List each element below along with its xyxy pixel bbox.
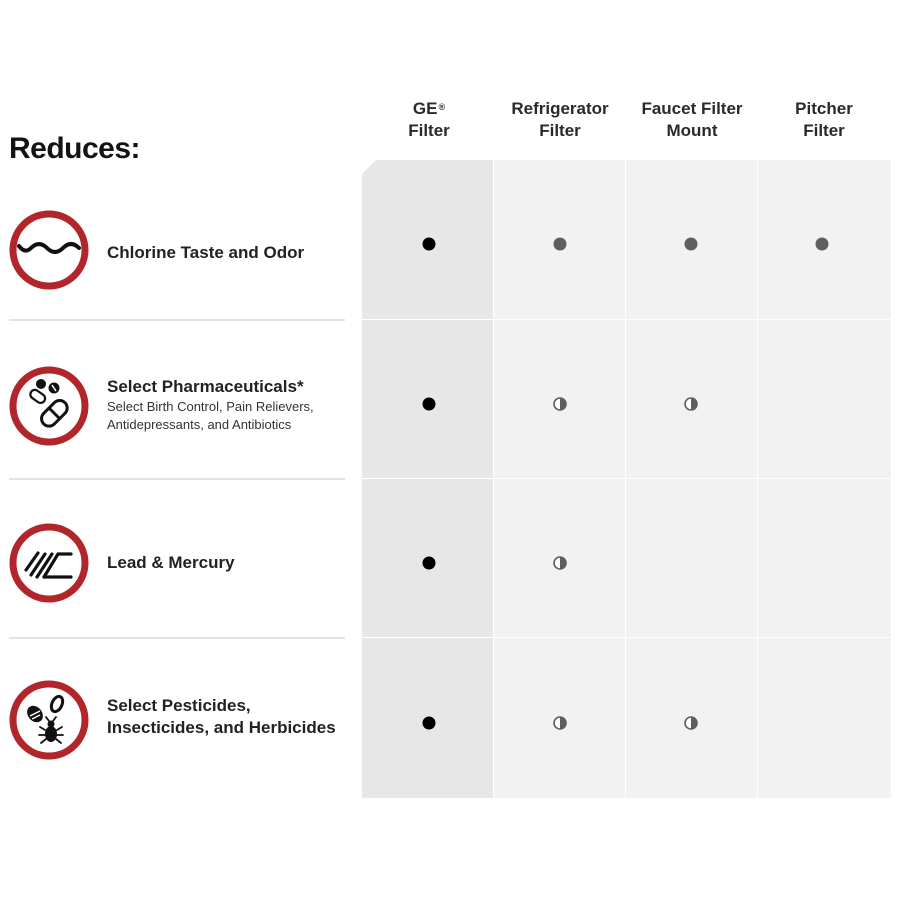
row-label-chlorine xyxy=(107,242,357,264)
half-dot xyxy=(683,715,699,731)
full-dot-gray xyxy=(814,236,830,252)
full-dot-black xyxy=(421,396,437,412)
row-label-lead-mercury xyxy=(107,552,357,574)
row-title: Select Pharmaceuticals* xyxy=(107,377,304,396)
registered-mark: ® xyxy=(438,102,446,112)
grid-cell xyxy=(758,479,891,637)
row-subtitle: Select Birth Control, Pain Relievers, xyxy=(107,399,314,414)
grid-cell xyxy=(758,320,891,478)
column-header-pitcher-filter xyxy=(758,98,890,142)
row-title: Chlorine Taste and Odor xyxy=(107,243,305,262)
comparison-grid xyxy=(362,160,891,798)
row-title: Insecticides, and Herbicides xyxy=(107,718,336,737)
column-header-line2: Mount xyxy=(666,121,718,140)
half-dot xyxy=(683,396,699,412)
water-wave-icon xyxy=(9,210,89,290)
reduces-heading: Reduces: xyxy=(9,132,141,165)
bug-icon xyxy=(9,680,89,760)
full-dot-black xyxy=(421,715,437,731)
half-dot xyxy=(552,396,568,412)
full-dot-gray xyxy=(552,236,568,252)
full-dot-gray xyxy=(683,236,699,252)
column-header-line2: Filter xyxy=(408,121,450,140)
column-header-ge-filter xyxy=(363,98,495,142)
column-header-faucet-filter-mount xyxy=(626,98,758,142)
half-dot xyxy=(552,555,568,571)
pills-icon xyxy=(9,366,89,446)
row-label-pesticides xyxy=(107,695,357,739)
row-divider xyxy=(9,319,345,321)
column-header-line1: Faucet Filter xyxy=(641,99,743,118)
full-dot-black xyxy=(421,236,437,252)
column-header-line1: Pitcher xyxy=(795,99,853,118)
column-header-line1: GE xyxy=(412,99,438,118)
column-header-line1: Refrigerator xyxy=(511,99,609,118)
column-header-line2: Filter xyxy=(803,121,845,140)
grid-cell xyxy=(626,479,757,637)
full-dot-black xyxy=(421,555,437,571)
row-label-pharmaceuticals xyxy=(107,376,357,434)
row-divider xyxy=(9,637,345,639)
grid-cell xyxy=(758,638,891,798)
column-header-line2: Filter xyxy=(539,121,581,140)
row-divider xyxy=(9,478,345,480)
row-title: Lead & Mercury xyxy=(107,553,235,572)
row-title: Select Pesticides, xyxy=(107,696,251,715)
row-subtitle: Antidepressants, and Antibiotics xyxy=(107,417,292,432)
half-dot xyxy=(552,715,568,731)
column-header-refrigerator-filter xyxy=(494,98,626,142)
metal-lines-icon xyxy=(9,523,89,603)
